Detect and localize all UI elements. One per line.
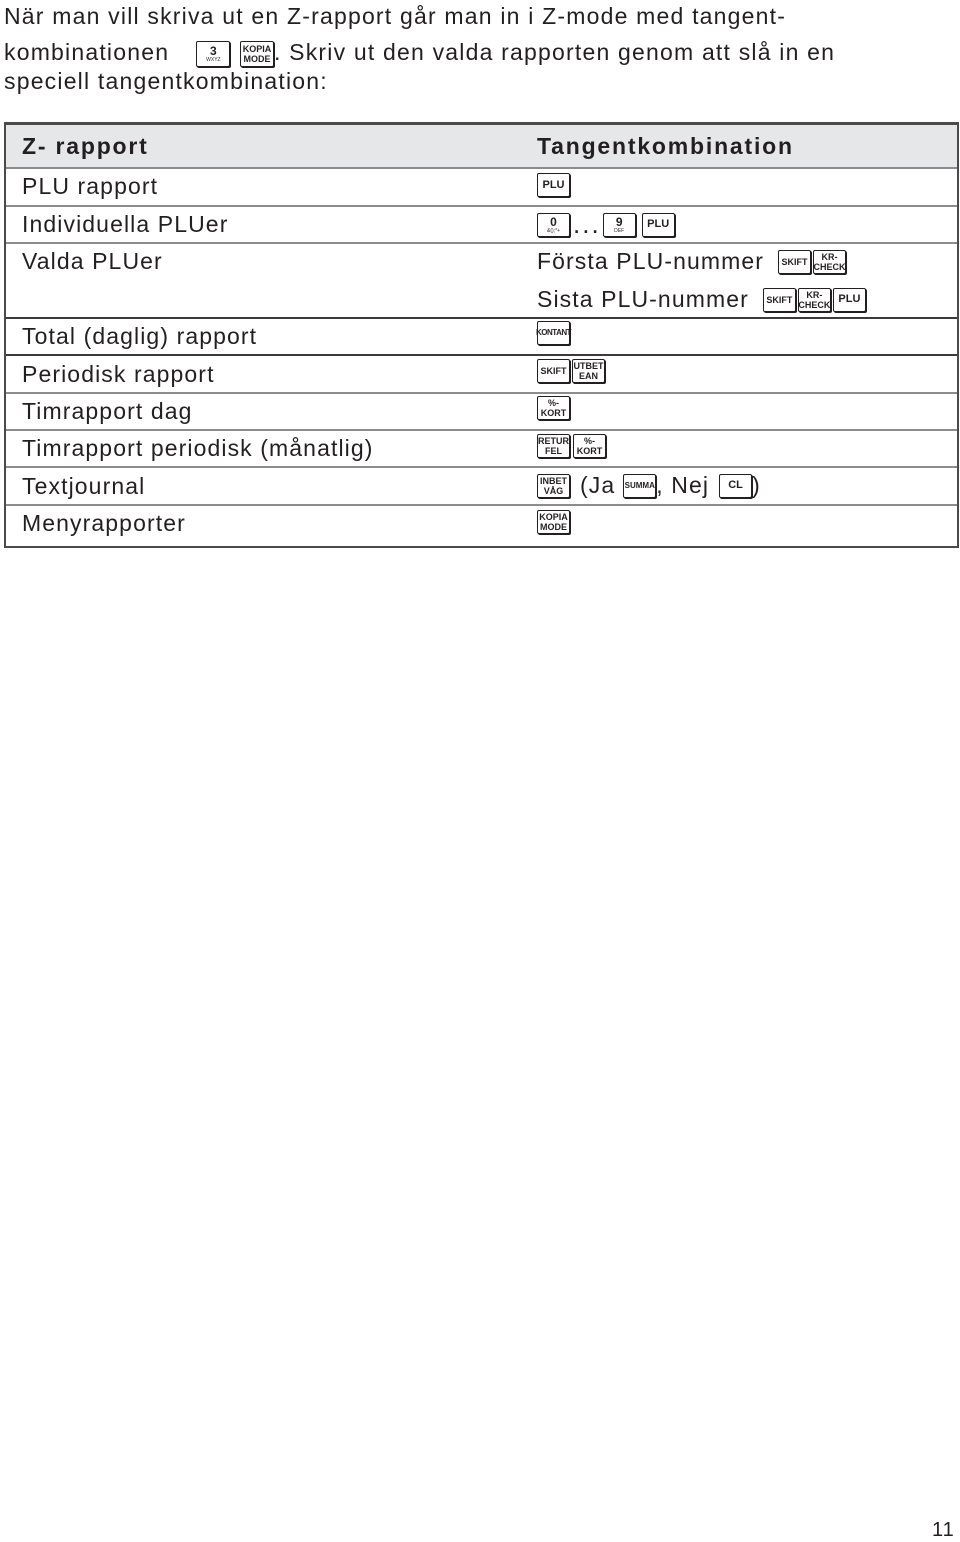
key-skift-icon [537, 359, 570, 383]
key-retur-bottom: FEL [545, 446, 562, 456]
key-kr-top: KR- [821, 251, 838, 262]
key-kort-bottom: KORT [540, 408, 567, 418]
row-divider [6, 205, 957, 207]
textjournal-ja: (Ja [580, 472, 616, 498]
key-inbet-top: INBET [540, 475, 567, 486]
key-summa-label: SUMMA [624, 480, 655, 490]
row-divider [6, 242, 957, 244]
key-skift-label: SKIFT [781, 256, 808, 267]
row-keys-forsta-plu [537, 248, 846, 275]
key-plu-icon [833, 288, 866, 312]
key-kr-check-icon [813, 250, 846, 274]
key-skift-label: SKIFT [766, 294, 793, 305]
row-keys-sista-plu [537, 286, 866, 313]
key-retur-top: RETUR [538, 436, 569, 446]
key-0-sub: &();*+ [547, 227, 560, 234]
key-cl-icon [719, 474, 752, 498]
key-plu-label: PLU [542, 178, 565, 191]
key-kr-bottom: CHECK [798, 299, 831, 310]
key-kopia-bottom: MODE [540, 522, 567, 532]
key-kort-icon [573, 434, 606, 458]
key-cl-label: CL [728, 479, 743, 491]
row-divider [6, 466, 957, 468]
key-skift-icon [763, 288, 796, 312]
sista-plu-nummer: Sista PLU-nummer [537, 286, 749, 312]
key-retur-fel-icon [537, 434, 570, 458]
row-keys-textjournal [537, 472, 761, 499]
row-label-plu-rapport: PLU rapport [22, 173, 159, 199]
key-kort-top: %- [584, 436, 595, 446]
row-label-individuella-pluer: Individuella PLUer [22, 211, 229, 237]
key-kopia-mode-icon [537, 510, 570, 534]
textjournal-nej: , Nej [656, 472, 710, 498]
row-divider [6, 354, 957, 356]
header-z-rapport: Z- rapport [22, 133, 149, 159]
key-0-label: 0 [550, 214, 557, 229]
z-report-table [4, 122, 959, 548]
row-divider [6, 429, 957, 431]
intro-line-2-suffix: . Skriv ut den valda rapporten genom att slå in en [273, 39, 836, 65]
key-3-label: 3 [210, 43, 217, 58]
row-label-timrapport-periodisk: Timrapport periodisk (månatlig) [22, 435, 374, 461]
key-kort-icon [537, 396, 570, 420]
key-kopia-top: KOPIA [242, 43, 272, 54]
page-number: 11 [932, 1519, 955, 1541]
row-label-valda-pluer: Valda PLUer [22, 248, 163, 274]
key-kort-top: %- [548, 398, 559, 408]
key-kr-check-icon [798, 288, 831, 312]
key-utbet-top: UTBET [573, 361, 604, 371]
table-header-row [6, 125, 957, 167]
key-inbet-vag-icon [537, 474, 570, 498]
key-kr-bottom: CHECK [813, 261, 846, 272]
intro-line-2-prefix: kombinationen [4, 39, 170, 65]
key-9-sub: DEF [614, 227, 625, 234]
key-plu-icon [537, 173, 570, 197]
forsta-plu-nummer: Första PLU-nummer [537, 248, 765, 274]
key-0-icon [537, 213, 570, 237]
key-utbet-bottom: EAN [578, 371, 598, 381]
key-skift-icon [778, 250, 811, 274]
key-9-icon [603, 213, 636, 237]
key-skift-label: SKIFT [540, 366, 567, 376]
row-label-total-rapport: Total (daglig) rapport [22, 323, 258, 349]
key-kr-top: KR- [806, 289, 823, 300]
header-tangentkombination: Tangentkombination [537, 133, 794, 159]
key-9-label: 9 [615, 214, 623, 229]
row-keys-total-rapport [537, 321, 570, 345]
row-keys-individuella-pluer [537, 209, 675, 240]
row-keys-menyrapporter [537, 510, 570, 534]
row-label-timrapport-dag: Timrapport dag [22, 398, 193, 424]
intro-line-1: När man vill skriva ut en Z-rapport går man in i Z-mode med tangent- [4, 3, 787, 29]
textjournal-close: ) [752, 472, 761, 498]
intro-line-3: speciell tangentkombination: [4, 68, 328, 94]
row-keys-periodisk-rapport [537, 359, 605, 383]
range-dots: ... [573, 209, 601, 239]
key-summa-icon [623, 474, 656, 498]
key-kort-bottom: KORT [576, 446, 603, 456]
row-label-menyrapporter: Menyrapporter [22, 510, 186, 536]
row-divider [6, 317, 957, 319]
key-kopia-top: KOPIA [539, 512, 568, 522]
header-divider [6, 167, 957, 169]
row-keys-plu-rapport [537, 173, 570, 197]
key-3-sub: WXYZ [206, 56, 221, 63]
row-label-textjournal: Textjournal [22, 473, 146, 499]
row-divider [6, 504, 957, 506]
key-inbet-bottom: VÅG [543, 485, 564, 496]
key-kontant-icon [537, 321, 570, 345]
row-keys-timrapport-periodisk [537, 434, 606, 458]
key-plu-label: PLU [647, 218, 670, 230]
row-divider [6, 392, 957, 394]
key-plu-icon [642, 213, 675, 237]
key-kontant-label: KONTANT [536, 328, 572, 337]
row-label-periodisk-rapport: Periodisk rapport [22, 361, 215, 387]
row-keys-timrapport-dag [537, 396, 570, 420]
key-plu-label: PLU [838, 293, 861, 305]
key-kopia-bottom: MODE [243, 53, 271, 64]
key-utbet-ean-icon [572, 359, 605, 383]
